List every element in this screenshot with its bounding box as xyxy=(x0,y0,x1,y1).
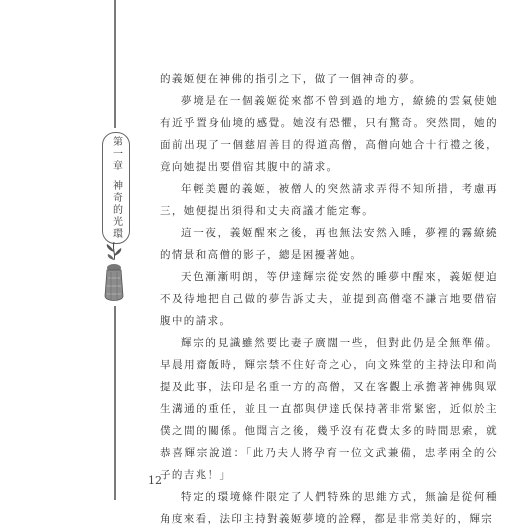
paragraph: 特定的環境條件限定了人們特殊的思維方式，無論是從何種角度來看，法印主持對義姬夢境的詮釋，都是非常美好的，輝宗 xyxy=(160,491,498,525)
sidebar-rule-top xyxy=(114,0,116,128)
paragraph: 夢境是在一個義姬從來都不曾到過的地方，繚繞的雲氣使她有近乎置身仙境的感覺。她沒有恐懼，只有驚奇。突然間，她的面前出現了一個慈眉善目的得道高僧，高僧向她合十行禮之後，竟向她提出要借宿其腹中的請求。 xyxy=(160,95,498,173)
sprig-ornament-icon xyxy=(98,242,130,308)
paragraph: 年輕美麗的義姬，被僧人的突然請求弄得不知所措，考慮再三，她便提出須得和丈夫商議才能定奪。 xyxy=(160,183,498,217)
paragraph: 的義姬便在神佛的指引之下，做了一個神奇的夢。 xyxy=(160,73,422,85)
chapter-number: 第一章 xyxy=(110,136,122,172)
chapter-title: 神奇的光環 xyxy=(110,180,122,240)
chapter-tab xyxy=(102,132,130,244)
chapter-sidebar xyxy=(86,0,146,500)
paragraph: 這一夜，義姬醒來之後，再也無法安然入睡，夢裡的霧繚繞的情景和高僧的影子，總是困擾著她。 xyxy=(160,227,498,261)
sidebar-rule-bottom xyxy=(114,306,116,500)
paragraph: 天色漸漸明朗，等伊達輝宗從安然的睡夢中醒來，義姬便迫不及待地把自己做的夢告訴丈夫，並提到高僧毫不謙言地要借宿腹中的請求。 xyxy=(160,271,498,327)
body-text xyxy=(160,68,498,530)
paragraph: 輝宗的見識雖然要比妻子廣闊一些，但對此仍是全無準備。早晨用齋飯時，輝宗禁不住好奇之心，向文殊堂的主持法印和尚提及此事，法印是名重一方的高僧，又在客觀上承擔著神佛與眾生溝通的重任，並且一直都與伊達氏保持著非常緊密，近似於主僕之間的關係。他聞言之後，幾乎沒有花費太多的時間思索，就恭喜輝宗說道：「此乃夫人將孕育一位文武兼備，忠孝兩全的公子的吉兆！」 xyxy=(160,337,498,481)
page-number: 12 xyxy=(148,474,162,487)
